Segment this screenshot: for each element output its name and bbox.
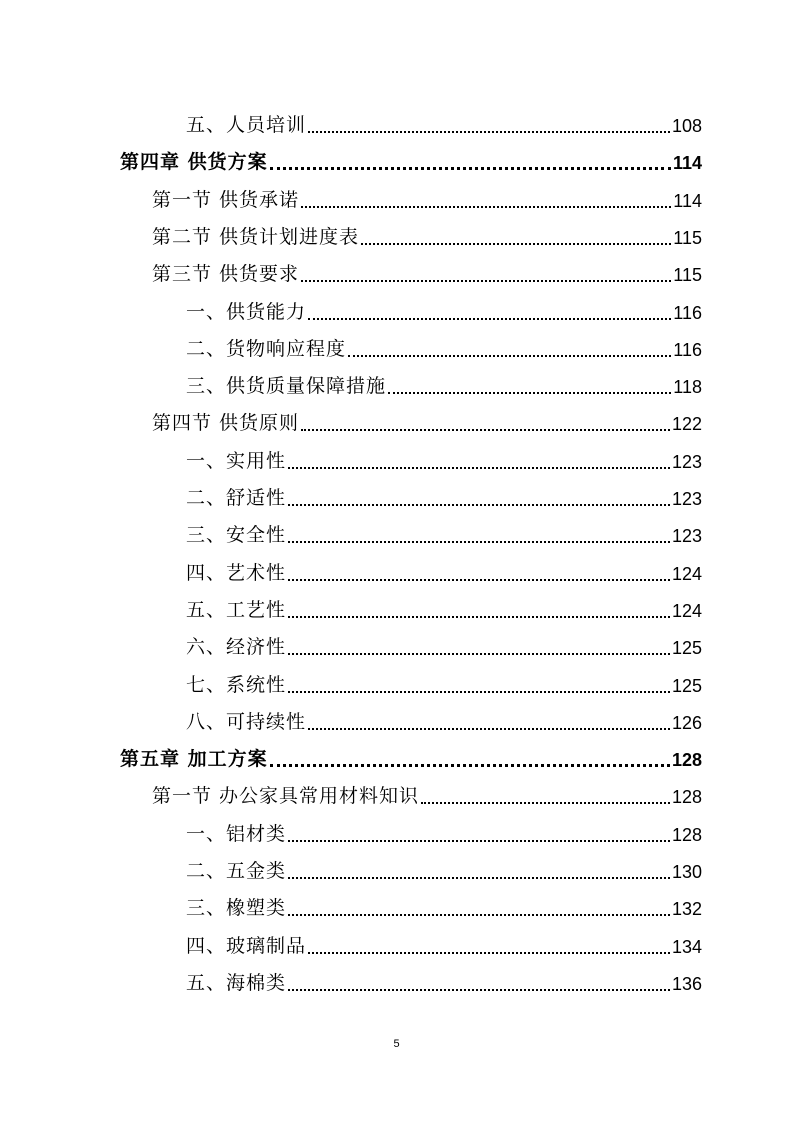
toc-entry[interactable]	[120, 137, 702, 174]
toc-entry-page: 122	[671, 414, 702, 435]
dot-leader	[308, 951, 670, 954]
toc-entry[interactable]	[120, 734, 702, 771]
toc-entry[interactable]	[186, 287, 702, 324]
dot-leader	[270, 763, 670, 767]
dot-leader	[361, 242, 671, 245]
dot-leader	[301, 205, 671, 208]
toc-entry-label: 三、橡塑类	[186, 897, 287, 920]
toc-entry-label: 第四章 供货方案	[120, 151, 268, 174]
toc-entry-label: 四、艺术性	[186, 561, 287, 584]
toc-entry[interactable]	[152, 398, 702, 435]
toc-entry-page: 114	[673, 190, 702, 211]
dot-leader	[288, 988, 670, 991]
toc-entry-page: 125	[671, 638, 702, 659]
toc-entry-label: 第三节 供货要求	[152, 263, 300, 286]
dot-leader	[308, 727, 670, 730]
toc-entry[interactable]	[152, 175, 702, 212]
toc-entry-page: 128	[671, 824, 702, 845]
toc-entry-page: 123	[671, 489, 702, 509]
toc-entry-label: 一、实用性	[186, 449, 287, 472]
toc-entry-label: 三、安全性	[186, 524, 287, 547]
toc-entry[interactable]	[186, 622, 702, 659]
toc-entry-page: 136	[671, 973, 702, 994]
dot-leader	[288, 876, 670, 879]
toc-entry-page: 132	[671, 899, 702, 920]
toc-entry[interactable]	[186, 548, 702, 585]
toc-entry-label: 五、人员培训	[186, 114, 307, 136]
toc-entry[interactable]	[152, 771, 702, 808]
toc-entry-page: 123	[671, 451, 702, 472]
toc-entry-page: 116	[673, 339, 702, 360]
toc-entry[interactable]	[186, 883, 702, 920]
toc-entry-label: 六、经济性	[186, 636, 287, 659]
dot-leader	[388, 391, 671, 394]
dot-leader	[301, 279, 671, 282]
toc-entry[interactable]	[186, 324, 702, 361]
toc-entry[interactable]	[186, 361, 702, 398]
toc-entry-label: 七、系统性	[186, 673, 287, 696]
toc-entry[interactable]	[186, 921, 702, 958]
toc-entry[interactable]	[186, 473, 702, 510]
dot-leader	[308, 317, 671, 320]
toc-entry-page: 125	[671, 675, 702, 696]
toc-entry-label: 第二节 供货计划进度表	[152, 225, 360, 248]
dot-leader	[348, 354, 671, 357]
toc-entry-page: 108	[671, 116, 702, 136]
toc-entry-label: 一、供货能力	[186, 300, 307, 323]
toc-entry[interactable]	[186, 660, 702, 697]
toc-entry-page: 118	[673, 377, 702, 398]
toc-entry[interactable]	[186, 809, 702, 846]
toc-entry[interactable]	[186, 958, 702, 995]
toc-entry-label: 第一节 供货承诺	[152, 188, 300, 211]
toc-entry-page: 124	[671, 563, 702, 584]
toc-entry-label: 五、工艺性	[186, 598, 287, 621]
toc-entry-label: 二、舒适性	[186, 487, 287, 509]
toc-entry[interactable]	[152, 249, 702, 286]
toc-entry-label: 第五章 加工方案	[120, 748, 268, 771]
toc-entry-page: 128	[671, 787, 702, 808]
toc-entry[interactable]	[186, 510, 702, 547]
dot-leader	[308, 130, 670, 133]
toc-entry-label: 五、海棉类	[186, 971, 287, 994]
toc-entry-page: 116	[673, 302, 702, 323]
toc-entry[interactable]	[152, 212, 702, 249]
toc-entry-page: 124	[671, 600, 702, 621]
toc-entry-page: 130	[671, 862, 702, 882]
toc-entry[interactable]	[186, 585, 702, 622]
toc-entry-label: 二、五金类	[186, 860, 287, 882]
dot-leader	[288, 578, 670, 581]
toc-entry-page: 114	[672, 153, 702, 174]
toc-entry-page: 134	[671, 936, 702, 957]
toc-entry-page: 123	[671, 526, 702, 547]
dot-leader	[301, 428, 670, 431]
toc-entry-page: 115	[673, 227, 702, 248]
toc-entry[interactable]	[186, 436, 702, 473]
toc-entry[interactable]	[186, 697, 702, 734]
dot-leader	[288, 913, 670, 916]
toc-entry[interactable]	[186, 846, 702, 883]
toc-entry-page: 128	[671, 750, 702, 771]
toc-entry-page: 126	[671, 712, 702, 733]
toc-entry-page: 115	[673, 265, 702, 286]
dot-leader	[288, 839, 670, 842]
dot-leader	[288, 652, 670, 655]
dot-leader	[288, 615, 670, 618]
toc-entry-label: 第四节 供货原则	[152, 412, 300, 435]
dot-leader	[421, 801, 670, 804]
toc-entry[interactable]	[186, 100, 702, 137]
dot-leader	[288, 540, 670, 543]
dot-leader	[288, 503, 670, 506]
dot-leader	[288, 466, 670, 469]
toc-entry-label: 八、可持续性	[186, 710, 307, 733]
dot-leader	[288, 690, 670, 693]
toc-entry-label: 三、供货质量保障措施	[186, 375, 387, 398]
toc-entry-label: 二、货物响应程度	[186, 337, 347, 360]
toc-entry-label: 第一节 办公家具常用材料知识	[152, 785, 420, 808]
toc-entry-label: 一、铝材类	[186, 822, 287, 845]
toc-entry-label: 四、玻璃制品	[186, 934, 307, 957]
page-number: 5	[393, 1038, 400, 1050]
dot-leader	[270, 166, 671, 170]
